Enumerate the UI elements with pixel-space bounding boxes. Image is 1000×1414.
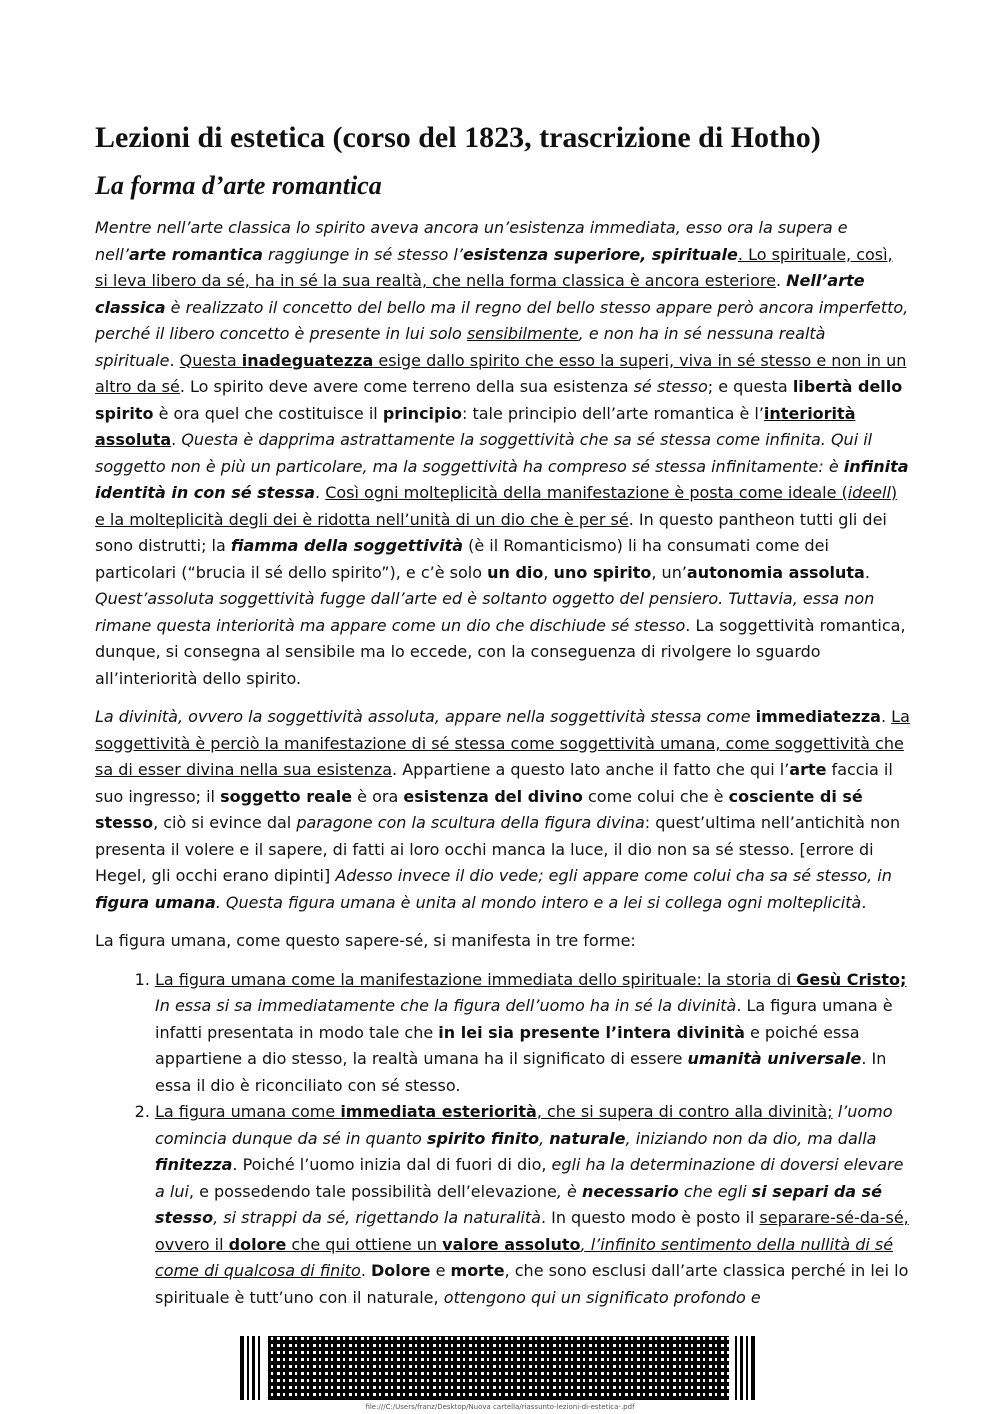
text-run: e (430, 1261, 451, 1280)
text-run: , si strappi da sé, rigettando la naturalità (213, 1208, 541, 1227)
text-run: . (864, 562, 870, 582)
paragraph-1 (95, 215, 910, 692)
text-run: sensibilmente (466, 324, 579, 343)
text-run: Così ogni molteplicità della manifestazione è posta come ideale ( (325, 483, 848, 502)
text-run: . Poiché l’uomo inizia dal di fuori di dio, (232, 1155, 552, 1174)
text-run: libertà dello spirito (95, 377, 903, 423)
text-run: infinita identità in con sé stessa (95, 456, 909, 502)
text-run: Questa è dapprima astrattamente la soggettività che sa sé stessa come infinita. Qui il soggetto non è più un particolare, ma la soggettività ha compreso sé stessa infinitamente: è (95, 430, 873, 476)
text-run: . Lo spirituale, così, si leva libero da sé, ha in sé la sua realtà, che nella forma classica è ancora esteriore (95, 244, 893, 290)
text-run: ideell (847, 483, 891, 502)
text-run: . La soggettività romantica, dunque, si consegna al sensibile ma lo eccede, con la conseguenza di rivolgere lo sguardo all’interiorità dello spirito. (95, 615, 906, 688)
section-subtitle: La forma d’arte romantica (95, 171, 382, 200)
numbered-list (95, 967, 910, 1312)
text-run: si separi da sé stesso (155, 1181, 883, 1227)
text-run: che qui ottiene un (286, 1234, 443, 1254)
text-run: La divinità, ovvero la soggettività assoluta, appare nella soggettività stessa come (95, 707, 756, 726)
text-run: Gesù Cristo; (796, 969, 907, 989)
text-run: come colui che è (582, 786, 729, 806)
text-run: , è (556, 1181, 582, 1201)
text-run: è ora quel che costituisce il (153, 403, 383, 423)
text-run: Nell’arte classica (95, 271, 865, 317)
text-run: in lei sia presente l’intera divinità (438, 1022, 745, 1042)
text-run: , e possedendo tale possibilità dell’elevazione (188, 1181, 557, 1201)
text-run: dolore (228, 1234, 287, 1254)
text-run: , (543, 562, 554, 582)
text-run: spirito finito (426, 1128, 540, 1148)
page-title: Lezioni di estetica (corso del 1823, trascrizione di Hotho) (95, 121, 821, 154)
text-run: valore assoluto (442, 1234, 581, 1254)
text-run: sé stesso (633, 377, 708, 396)
text-run: immediata esteriorità (340, 1102, 537, 1121)
list-item-1 (155, 967, 910, 1100)
text-run: un dio (487, 562, 544, 582)
text-run: Quest’assoluta soggettività fugge dall’arte ed è soltanto oggetto del pensiero. Tuttavia, essa non rimane questa interiorità ma appare come un dio che dischiude sé stesso (95, 589, 875, 635)
text-run: esige dallo spirito che esso la superi, viva in sé stesso e non in un altro da sé (95, 350, 907, 396)
text-run: umanità universale (687, 1049, 862, 1068)
text-run: . In essa il dio è riconciliato con sé stesso. (155, 1049, 887, 1095)
text-run: , l’infinito sentimento della nullità di sé come di qualcosa di finito (155, 1234, 894, 1280)
text-run: arte romantica (128, 244, 263, 264)
text-run: , un’ (651, 562, 687, 582)
text-run: . (171, 430, 182, 449)
text-run: interiorità assoluta (95, 403, 856, 449)
text-run: separare-sé-da-sé, ovvero il (155, 1208, 909, 1254)
text-run: che egli (678, 1181, 752, 1201)
text-run: l’uomo comincia dunque da sé in quanto (155, 1102, 893, 1148)
text-run: La figura umana come (155, 1102, 341, 1121)
text-run: principio (382, 403, 462, 423)
text-run: immediatezza (755, 707, 881, 726)
text-run: : tale principio dell’arte romantica è l’ (461, 403, 764, 423)
text-run: , iniziando non da dio, ma dalla (625, 1128, 877, 1148)
text-run: faccia il suo ingresso; il (95, 760, 893, 806)
list-item-2 (155, 1099, 910, 1311)
text-run: . Questa figura umana è unita al mondo intero e a lei si collega ogni molteplicità (215, 892, 862, 912)
text-run: è realizzato il concetto del bello ma il regno del bello stesso appare però ancora imperfetto, perché il libero concetto è presente in lui solo (95, 297, 909, 343)
text-run: : quest’ultima nell’antichità non presenta il volere e il sapere, di fatti ai loro occhi manca la luce, il dio non sa sé stesso. [errore di Hegel, gli occhi erano dipinti] (95, 813, 901, 885)
text-run: naturale (549, 1128, 626, 1148)
text-run: e poiché essa appartiene a dio stesso, la realtà umana ha il significato di essere (155, 1022, 860, 1068)
text-run: , che si supera di contro alla divinità; (536, 1102, 833, 1121)
file-path-footer: file:///C:/Users/franz/Desktop/Nuova cartella/riassunto-lezioni-di-estetica-.pdf (365, 1403, 635, 1411)
text-run: , che sono esclusi dall’arte classica perché in lei lo spirituale è tutt’uno con il naturale, (155, 1261, 909, 1307)
text-run: . La figura umana è infatti presentata in modo tale che (155, 996, 893, 1042)
text-run: cosciente di sé stesso (95, 786, 863, 832)
text-run: La soggettività è perciò la manifestazione di sé stessa come soggettività umana, come soggettività che sa di esser divina nella sua esistenza (95, 707, 910, 779)
text-run: . (880, 707, 892, 726)
text-run: . Appartiene a questo lato anche il fatto che qui l’ (392, 760, 790, 779)
text-run: uno spirito (553, 562, 652, 582)
text-run: . (360, 1261, 371, 1280)
text-run: ) e la molteplicità degli dei è ridotta nell’unità di un dio che è per sé (95, 483, 898, 529)
text-run: raggiunge in sé stesso l’ (262, 244, 463, 264)
text-run: In essa si sa immediatamente che la figura dell’uomo ha in sé la divinità (155, 996, 737, 1015)
text-run: Adesso invece il dio vede; egli appare come colui cha sa sé stesso, in (335, 866, 892, 885)
text-run: . In questo modo è posto il (540, 1208, 760, 1227)
text-run: . (861, 892, 867, 912)
document-body (95, 215, 910, 1311)
text-run: , e non ha in sé nessuna realtà spirituale (95, 324, 826, 370)
paragraph-2 (95, 704, 910, 916)
text-run: , (539, 1128, 550, 1148)
text-run: arte (789, 760, 827, 779)
text-run: esistenza superiore, spirituale (462, 244, 738, 264)
text-run: è ora (352, 786, 404, 806)
text-run: autonomia assoluta (686, 562, 865, 582)
text-run: , ciò si evince dal (153, 813, 297, 832)
text-run: ; e questa (707, 377, 793, 396)
text-run: paragone con la scultura della figura divina (296, 813, 645, 832)
text-run: . (169, 350, 180, 370)
text-run: morte (450, 1261, 505, 1280)
text-run: . (775, 271, 787, 290)
text-run: esistenza del divino (403, 786, 583, 806)
text-run: Mentre nell’arte classica lo spirito aveva ancora un’esistenza immediata, esso ora la supera e nell’ (95, 218, 848, 264)
text-run: finitezza (155, 1155, 233, 1174)
text-run: soggetto reale (220, 786, 353, 806)
text-run: fiamma della soggettività (230, 536, 464, 555)
text-run: figura umana (95, 892, 216, 912)
text-run: La figura umana come la manifestazione immediata dello spirituale: la storia di (155, 969, 797, 989)
text-run: egli ha la determinazione di doversi elevare a lui (155, 1155, 904, 1201)
text-run: inadeguatezza (241, 350, 374, 370)
text-run: . Lo spirito deve avere come terreno della sua esistenza (179, 377, 634, 396)
text-run: (è il Romanticismo) li ha consumati come dei particolari (“brucia il sé dello spirito”), e c’è solo (95, 536, 829, 582)
paragraph-3 (95, 928, 910, 955)
text-run: La figura umana, come questo sapere-sé, si manifesta in tre forme: (95, 931, 636, 950)
text-run: . (315, 483, 326, 502)
text-run: necessario (581, 1181, 679, 1201)
text-run: Questa (179, 350, 242, 370)
text-run: Dolore (371, 1261, 431, 1280)
text-run: . In questo pantheon tutti gli dei sono distrutti; la (95, 509, 887, 555)
barcode-image (240, 1336, 755, 1400)
text-run: ottengono qui un significato profondo e (443, 1287, 761, 1307)
